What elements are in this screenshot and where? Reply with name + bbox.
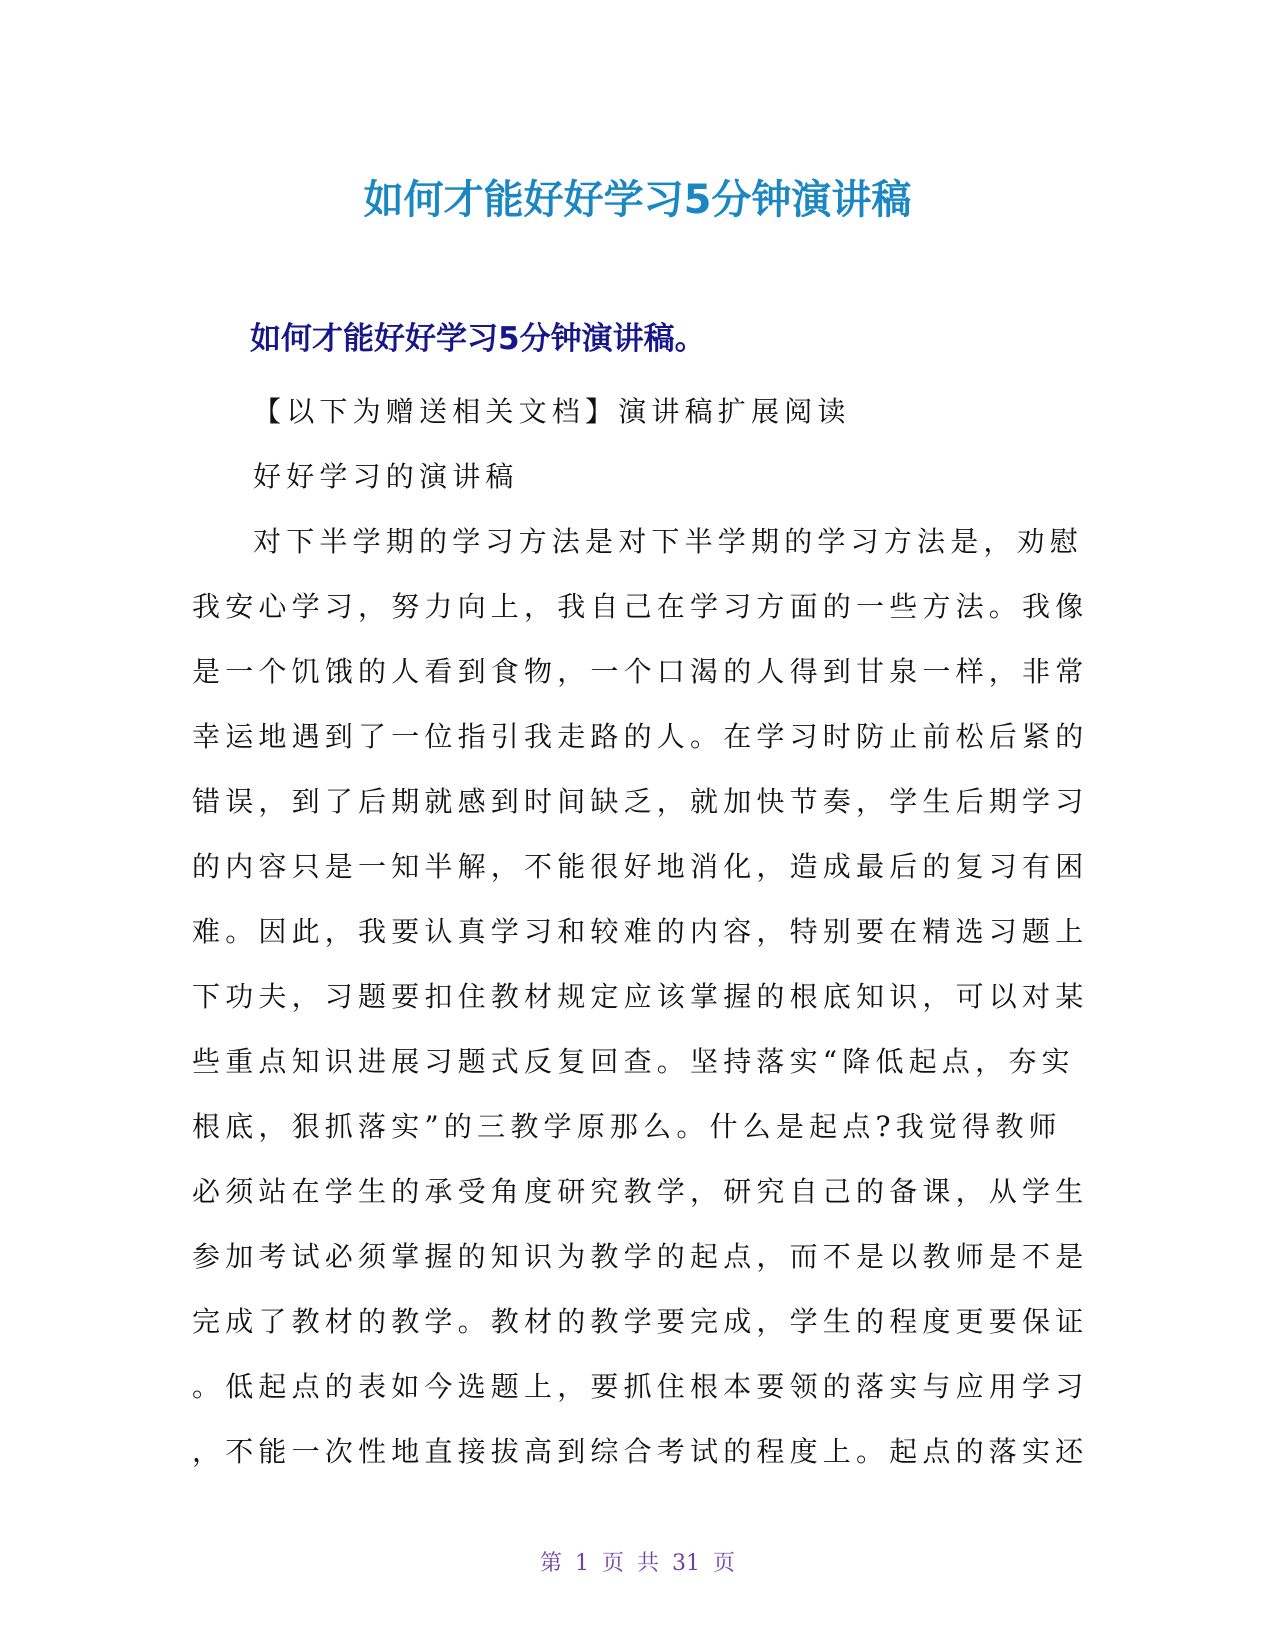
- body-line: 的内容只是一知半解，不能很好地消化，造成最后的复习有困: [192, 850, 1089, 883]
- promo-line: 【以下为赠送相关文档】演讲稿扩展阅读: [253, 395, 851, 428]
- body-line: 难。因此，我要认真学习和较难的内容，特别要在精选习题上: [192, 915, 1089, 948]
- body-line: 。低起点的表如今选题上，要抓住根本要领的落实与应用学习: [192, 1370, 1089, 1403]
- body-line: 幸运地遇到了一位指引我走路的人。在学习时防止前松后紧的: [192, 720, 1089, 753]
- body-line: 下功夫，习题要扣住教材规定应该掌握的根底知识，可以对某: [192, 980, 1089, 1013]
- body-line: ，不能一次性地直接拔高到综合考试的程度上。起点的落实还: [192, 1435, 1089, 1468]
- document-title: 如何才能好好学习5分钟演讲稿: [363, 177, 912, 223]
- body-line: 参加考试必须掌握的知识为教学的起点，而不是以教师是不是: [192, 1240, 1089, 1273]
- section-title: 好好学习的演讲稿: [253, 460, 519, 493]
- body-line: 些重点知识进展习题式反复回查。坚持落实“降低起点，夯实: [192, 1045, 1075, 1078]
- body-line: 根底，狠抓落实”的三教学原那么。什么是起点?我觉得教师: [192, 1110, 1062, 1143]
- body-line: 完成了教材的教学。教材的教学要完成，学生的程度更要保证: [192, 1305, 1089, 1338]
- body-line: 错误，到了后期就感到时间缺乏，就加快节奏，学生后期学习: [192, 785, 1089, 818]
- document-subtitle: 如何才能好好学习5分钟演讲稿。: [250, 321, 706, 357]
- body-line: 必须站在学生的承受角度研究教学，研究自己的备课，从学生: [192, 1175, 1089, 1208]
- body-line: 是一个饥饿的人看到食物，一个口渴的人得到甘泉一样，非常: [192, 655, 1089, 688]
- page-footer: 第 1 页 共 31 页: [540, 1551, 735, 1576]
- body-line: 我安心学习，努力向上，我自己在学习方面的一些方法。我像: [192, 590, 1089, 623]
- body-line: 对下半学期的学习方法是对下半学期的学习方法是，劝慰: [253, 525, 1084, 558]
